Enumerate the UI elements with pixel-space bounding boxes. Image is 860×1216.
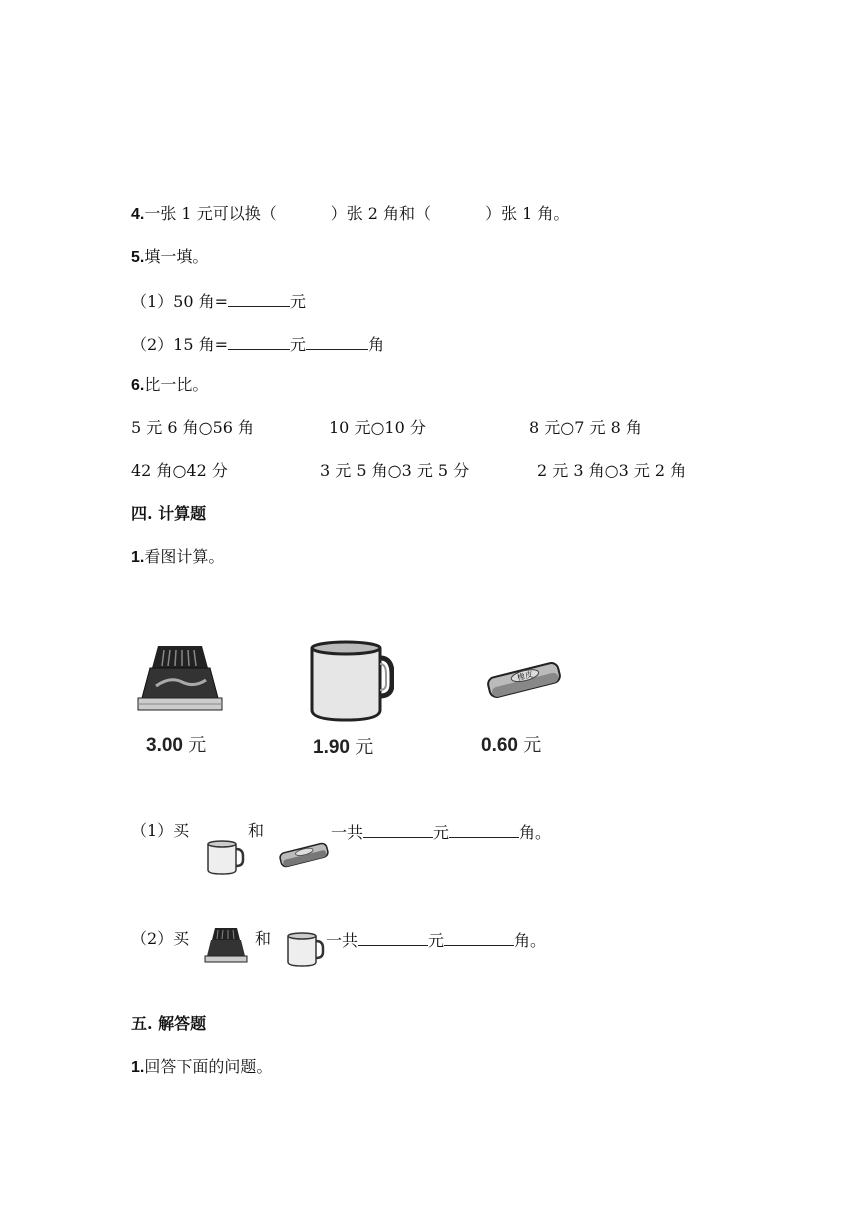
question-5-title: 5.填一填。: [131, 247, 209, 266]
sub-question-1-answer: 一共 元 角。: [331, 823, 552, 842]
mug-price: 1.90 元: [313, 737, 374, 758]
answer-blank[interactable]: [306, 335, 368, 350]
mug-image: [306, 640, 394, 722]
answer-blank[interactable]: [228, 292, 290, 307]
and-text: 和: [248, 821, 265, 840]
pencil-box-price: 3.00 元: [146, 735, 207, 756]
sub-question-2-answer: 一共 元 角。: [326, 931, 547, 950]
answer-blank[interactable]: [449, 823, 519, 838]
answer-question-1: 1.回答下面的问题。: [131, 1057, 273, 1076]
eraser-image: [482, 660, 566, 700]
question-5-part-2: （2）15 角= 元 角: [131, 335, 385, 354]
answer-blank[interactable]: [228, 335, 290, 350]
pencil-box-icon: [203, 926, 249, 964]
question-6-title: 6.比一比。: [131, 375, 209, 394]
eraser-icon: [276, 840, 332, 870]
compare-item: 10 元○10 分: [329, 418, 426, 437]
calc-question-1: 1.看图计算。: [131, 547, 225, 566]
eraser-price: 0.60 元: [481, 735, 542, 756]
mug-icon: [285, 932, 325, 968]
section-title: 五. 解答题: [131, 1014, 207, 1033]
question-4: 4.一张 1 元可以换（ ）张 2 角和（ ）张 1 角。: [131, 204, 570, 223]
sub-question-1-label: （1）买: [131, 821, 190, 840]
question-number: 4.: [131, 206, 145, 223]
compare-item: 42 角○42 分: [131, 461, 228, 480]
mug-icon: [205, 840, 245, 876]
compare-item: 8 元○7 元 8 角: [529, 418, 642, 437]
pencil-box-image: [136, 642, 224, 712]
compare-item: 5 元 6 角○56 角: [131, 418, 255, 437]
question-5-part-1: （1）50 角= 元: [131, 292, 307, 311]
section-title: 四. 计算题: [131, 504, 207, 523]
answer-blank[interactable]: [444, 931, 514, 946]
and-text: 和: [255, 929, 272, 948]
compare-item: 3 元 5 角○3 元 5 分: [320, 461, 470, 480]
sub-question-2-label: （2）买: [131, 929, 190, 948]
svg-text:橡皮: 橡皮: [516, 669, 534, 683]
answer-blank[interactable]: [363, 823, 433, 838]
answer-blank[interactable]: [358, 931, 428, 946]
compare-item: 2 元 3 角○3 元 2 角: [537, 461, 687, 480]
